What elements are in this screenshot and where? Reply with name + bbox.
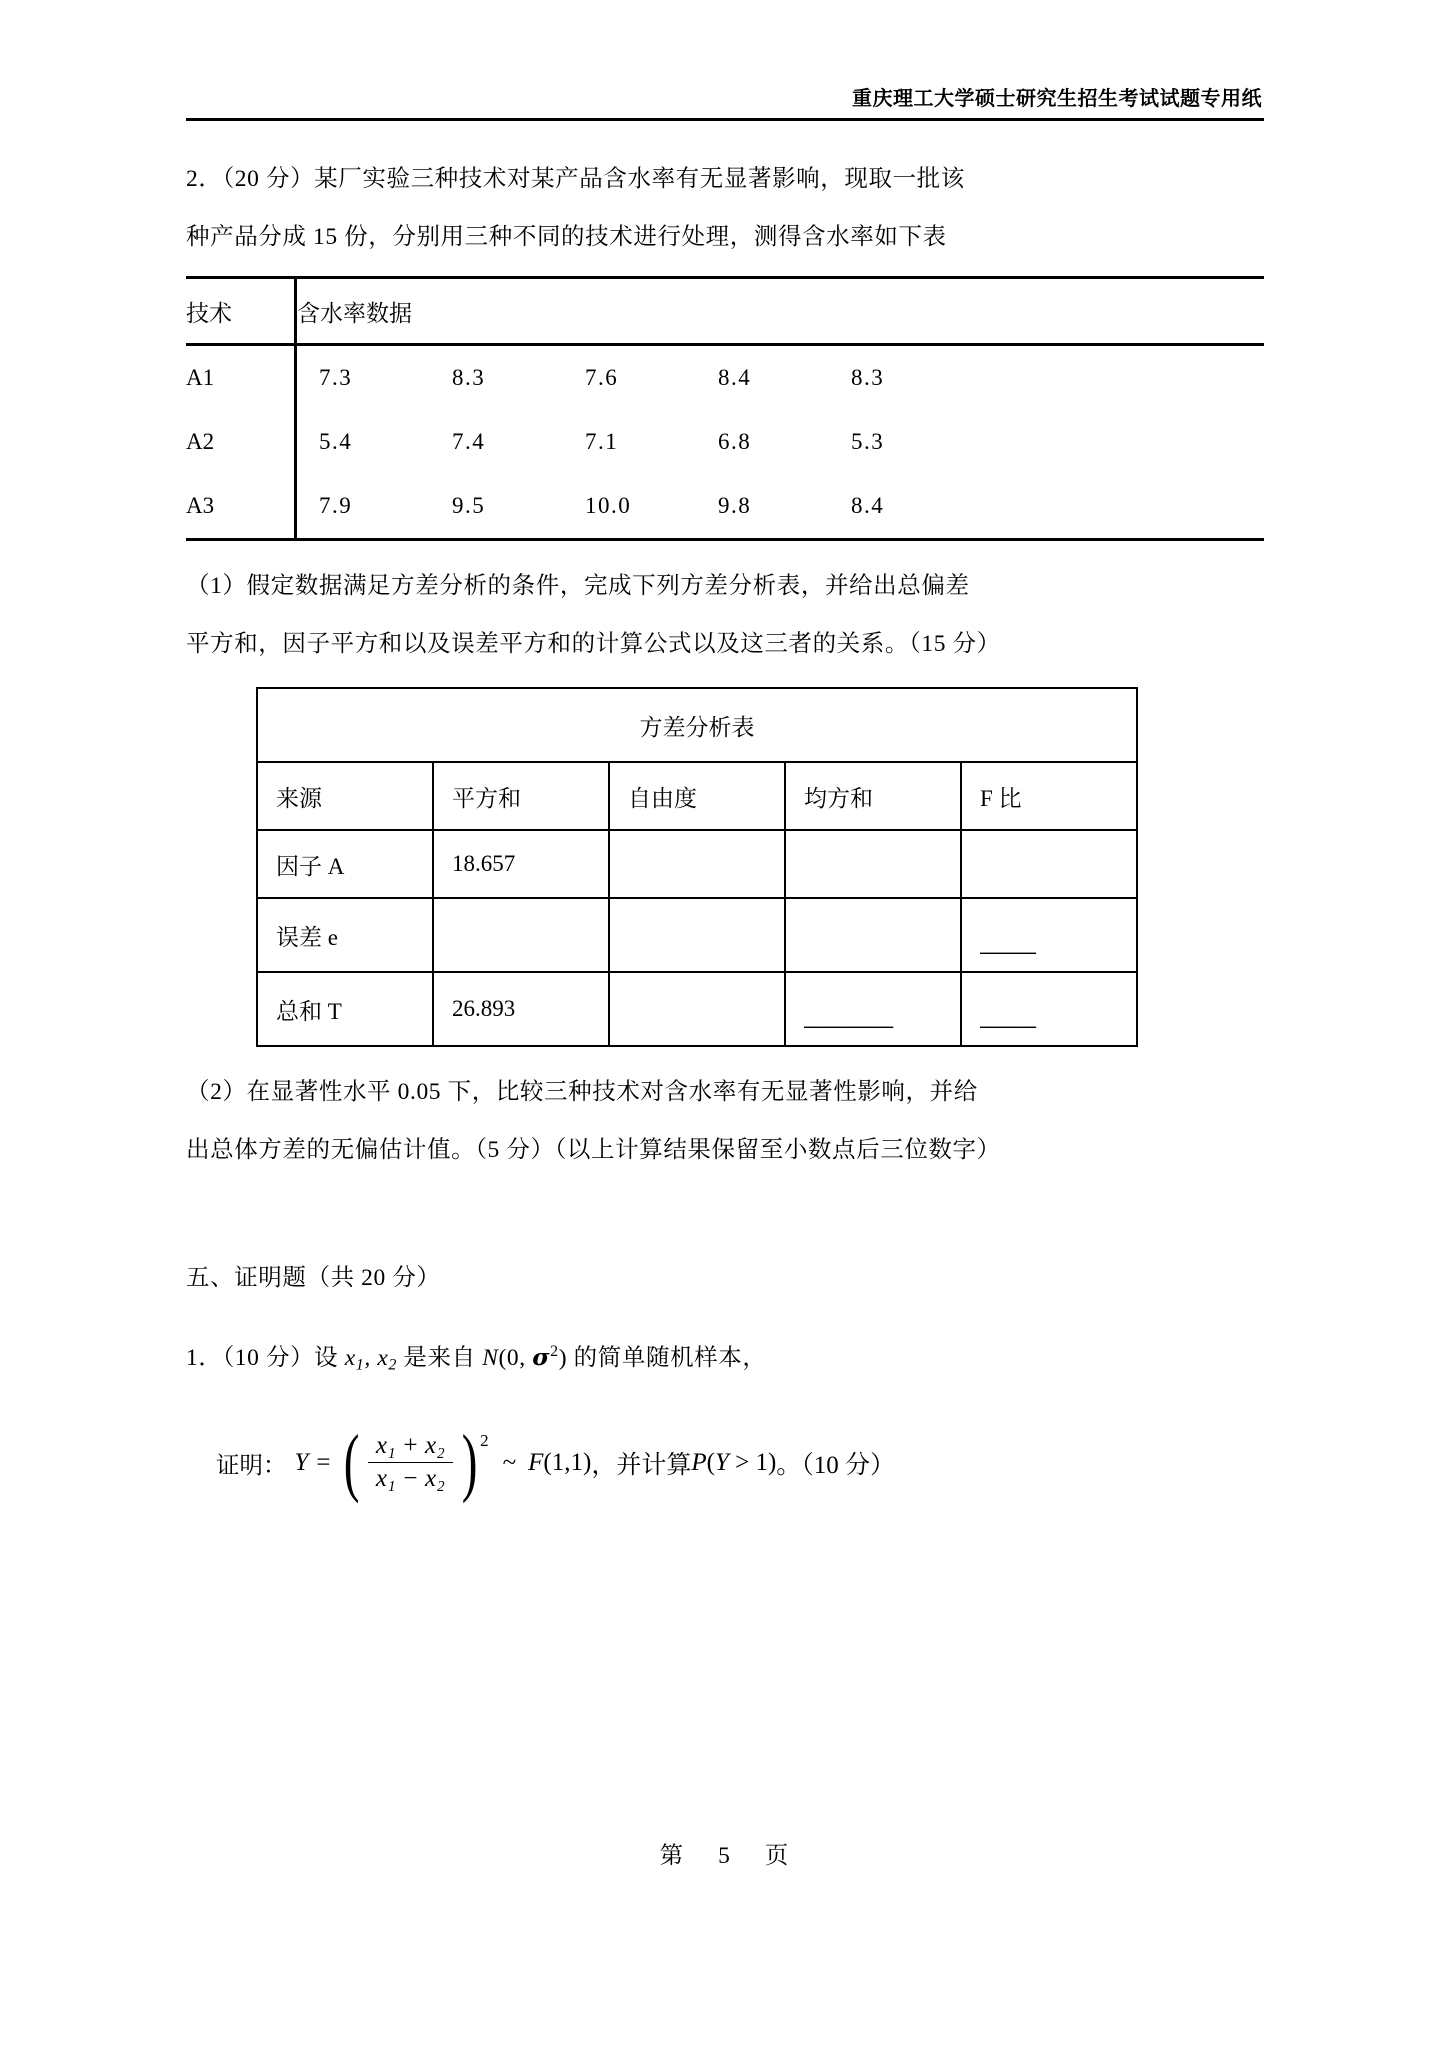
proof1-mid: 是来自 bbox=[396, 1344, 483, 1371]
cell-a3-1: 7.9 bbox=[319, 493, 353, 518]
proof1-suffix: 的简单随机样本， bbox=[567, 1344, 767, 1371]
left-paren: ( bbox=[343, 1420, 360, 1505]
anova-row3-ms bbox=[785, 972, 961, 1046]
question2-line1: 2．（20 分）某厂实验三种技术对某产品含水率有无显著影响，现取一批该 bbox=[186, 166, 965, 192]
anova-row2-ms bbox=[785, 898, 961, 972]
header-divider bbox=[186, 118, 1264, 121]
table-row-header bbox=[186, 278, 1264, 345]
anova-header-ms: 均方和 bbox=[785, 762, 961, 830]
fraction-denominator: x₁ − x₂ bbox=[375, 1465, 445, 1493]
subquestion2-line2: 出总体方差的无偏估计值。（5 分）（以上计算结果保留至小数点后三位数字） bbox=[186, 1137, 1001, 1163]
proof1-formula bbox=[216, 1420, 1264, 1505]
question2-line2: 种产品分成 15 份，分别用三种不同的技术进行处理，测得含水率如下表 bbox=[186, 224, 947, 250]
formula-rhs: F(1,1) bbox=[528, 1448, 592, 1476]
anova-row2-source: 误差 e bbox=[257, 898, 433, 972]
proof1-prefix: 1．（10 分）设 bbox=[186, 1344, 345, 1371]
anova-header-df: 自由度 bbox=[609, 762, 785, 830]
cell-a2-2: 7.4 bbox=[452, 429, 486, 454]
anova-header-source: 来源 bbox=[257, 762, 433, 830]
cell-a1-2: 8.3 bbox=[452, 365, 486, 390]
anova-row1-f bbox=[961, 830, 1137, 898]
page-content bbox=[186, 150, 1264, 1505]
row-values-a1 bbox=[296, 345, 1265, 411]
anova-row2-ss bbox=[433, 898, 609, 972]
anova-row2-df bbox=[609, 898, 785, 972]
proof1-variables: $x_1$, $x_2$ bbox=[344, 1344, 397, 1374]
anova-row1-source: 因子 A bbox=[257, 830, 433, 898]
fraction-numerator: x₁ + x₂ bbox=[375, 1432, 445, 1460]
page-header bbox=[186, 86, 1264, 121]
cell-a2-5: 5.3 bbox=[851, 429, 885, 454]
anova-header-f: F 比 bbox=[961, 762, 1137, 830]
blank-dash: ————— bbox=[980, 1014, 1036, 1038]
formula-probability: P(Y > 1) bbox=[691, 1448, 777, 1476]
cell-a3-2: 9.5 bbox=[452, 493, 486, 518]
cell-a1-1: 7.3 bbox=[319, 365, 353, 390]
formula-equals: = bbox=[316, 1448, 331, 1476]
anova-row3-source: 总和 T bbox=[257, 972, 433, 1046]
footer-page-number: 5 bbox=[718, 1843, 731, 1869]
table-row bbox=[186, 474, 1264, 540]
proof1-distribution: N(0, $\sigma^2$) bbox=[482, 1342, 568, 1371]
anova-row3-f bbox=[961, 972, 1137, 1046]
row-label-a1: A1 bbox=[186, 365, 215, 390]
header-title: 重庆理工大学硕士研究生招生考试试题专用纸 bbox=[852, 88, 1262, 110]
anova-row3-df bbox=[609, 972, 785, 1046]
anova-header-ss: 平方和 bbox=[433, 762, 609, 830]
cell-a3-5: 8.4 bbox=[851, 493, 885, 518]
anova-table bbox=[256, 687, 1138, 1047]
table-row bbox=[186, 345, 1264, 411]
cell-a2-4: 6.8 bbox=[718, 429, 752, 454]
anova-row1-ms bbox=[785, 830, 961, 898]
cell-a3-3: 10.0 bbox=[585, 493, 632, 518]
anova-table-wrapper bbox=[256, 687, 1264, 1047]
blank-dash: ————— bbox=[980, 940, 1036, 964]
data-table-col1-header: 技术 bbox=[186, 278, 296, 345]
footer-suffix: 页 bbox=[764, 1843, 790, 1869]
formula-exponent: 2 bbox=[480, 1430, 489, 1450]
anova-header-row bbox=[257, 762, 1137, 830]
proof1-statement bbox=[186, 1323, 1264, 1394]
anova-row1-ss: 18.657 bbox=[433, 830, 609, 898]
table-row bbox=[257, 830, 1137, 898]
blank-dash: ———————— bbox=[804, 1014, 893, 1038]
subquestion2-line1: （2）在显著性水平 0.05 下，比较三种技术对含水率有无显著性影响，并给 bbox=[186, 1079, 978, 1105]
cell-a2-3: 7.1 bbox=[585, 429, 619, 454]
subquestion1-line1: （1）假定数据满足方差分析的条件，完成下列方差分析表，并给出总偏差 bbox=[186, 573, 970, 599]
row-values-a3 bbox=[296, 474, 1265, 540]
cell-a2-1: 5.4 bbox=[319, 429, 353, 454]
proof-label: 证明： bbox=[216, 1452, 287, 1479]
row-values-a2 bbox=[296, 410, 1265, 474]
table-row bbox=[257, 972, 1137, 1046]
section5-heading: 五、证明题（共 20 分） bbox=[186, 1265, 441, 1291]
formula-fraction bbox=[368, 1430, 453, 1495]
anova-row3-ss: 26.893 bbox=[433, 972, 609, 1046]
formula-lhs: Y bbox=[294, 1448, 309, 1476]
cell-a1-3: 7.6 bbox=[585, 365, 619, 390]
formula-tail2: 。（10 分） bbox=[776, 1451, 896, 1479]
right-paren: ) bbox=[461, 1420, 478, 1505]
cell-a3-4: 9.8 bbox=[718, 493, 752, 518]
anova-row1-df bbox=[609, 830, 785, 898]
data-table-col2-header: 含水率数据 bbox=[296, 278, 1265, 345]
table-row bbox=[257, 898, 1137, 972]
page-footer bbox=[0, 1836, 1449, 1870]
moisture-data-table bbox=[186, 276, 1264, 541]
subquestion1-line2: 平方和，因子平方和以及误差平方和的计算公式以及这三者的关系。（15 分） bbox=[186, 631, 1001, 657]
cell-a1-4: 8.4 bbox=[718, 365, 752, 390]
cell-a1-5: 8.3 bbox=[851, 365, 885, 390]
row-label-a2: A2 bbox=[186, 429, 215, 454]
row-label-a3: A3 bbox=[186, 474, 296, 540]
anova-title-row bbox=[257, 688, 1137, 762]
formula-tail1: ，并计算 bbox=[591, 1451, 692, 1479]
table-row bbox=[186, 410, 1264, 474]
anova-row2-f bbox=[961, 898, 1137, 972]
anova-title: 方差分析表 bbox=[257, 688, 1137, 762]
footer-prefix: 第 bbox=[659, 1843, 685, 1869]
formula-distributed-as: ~ bbox=[502, 1448, 517, 1476]
